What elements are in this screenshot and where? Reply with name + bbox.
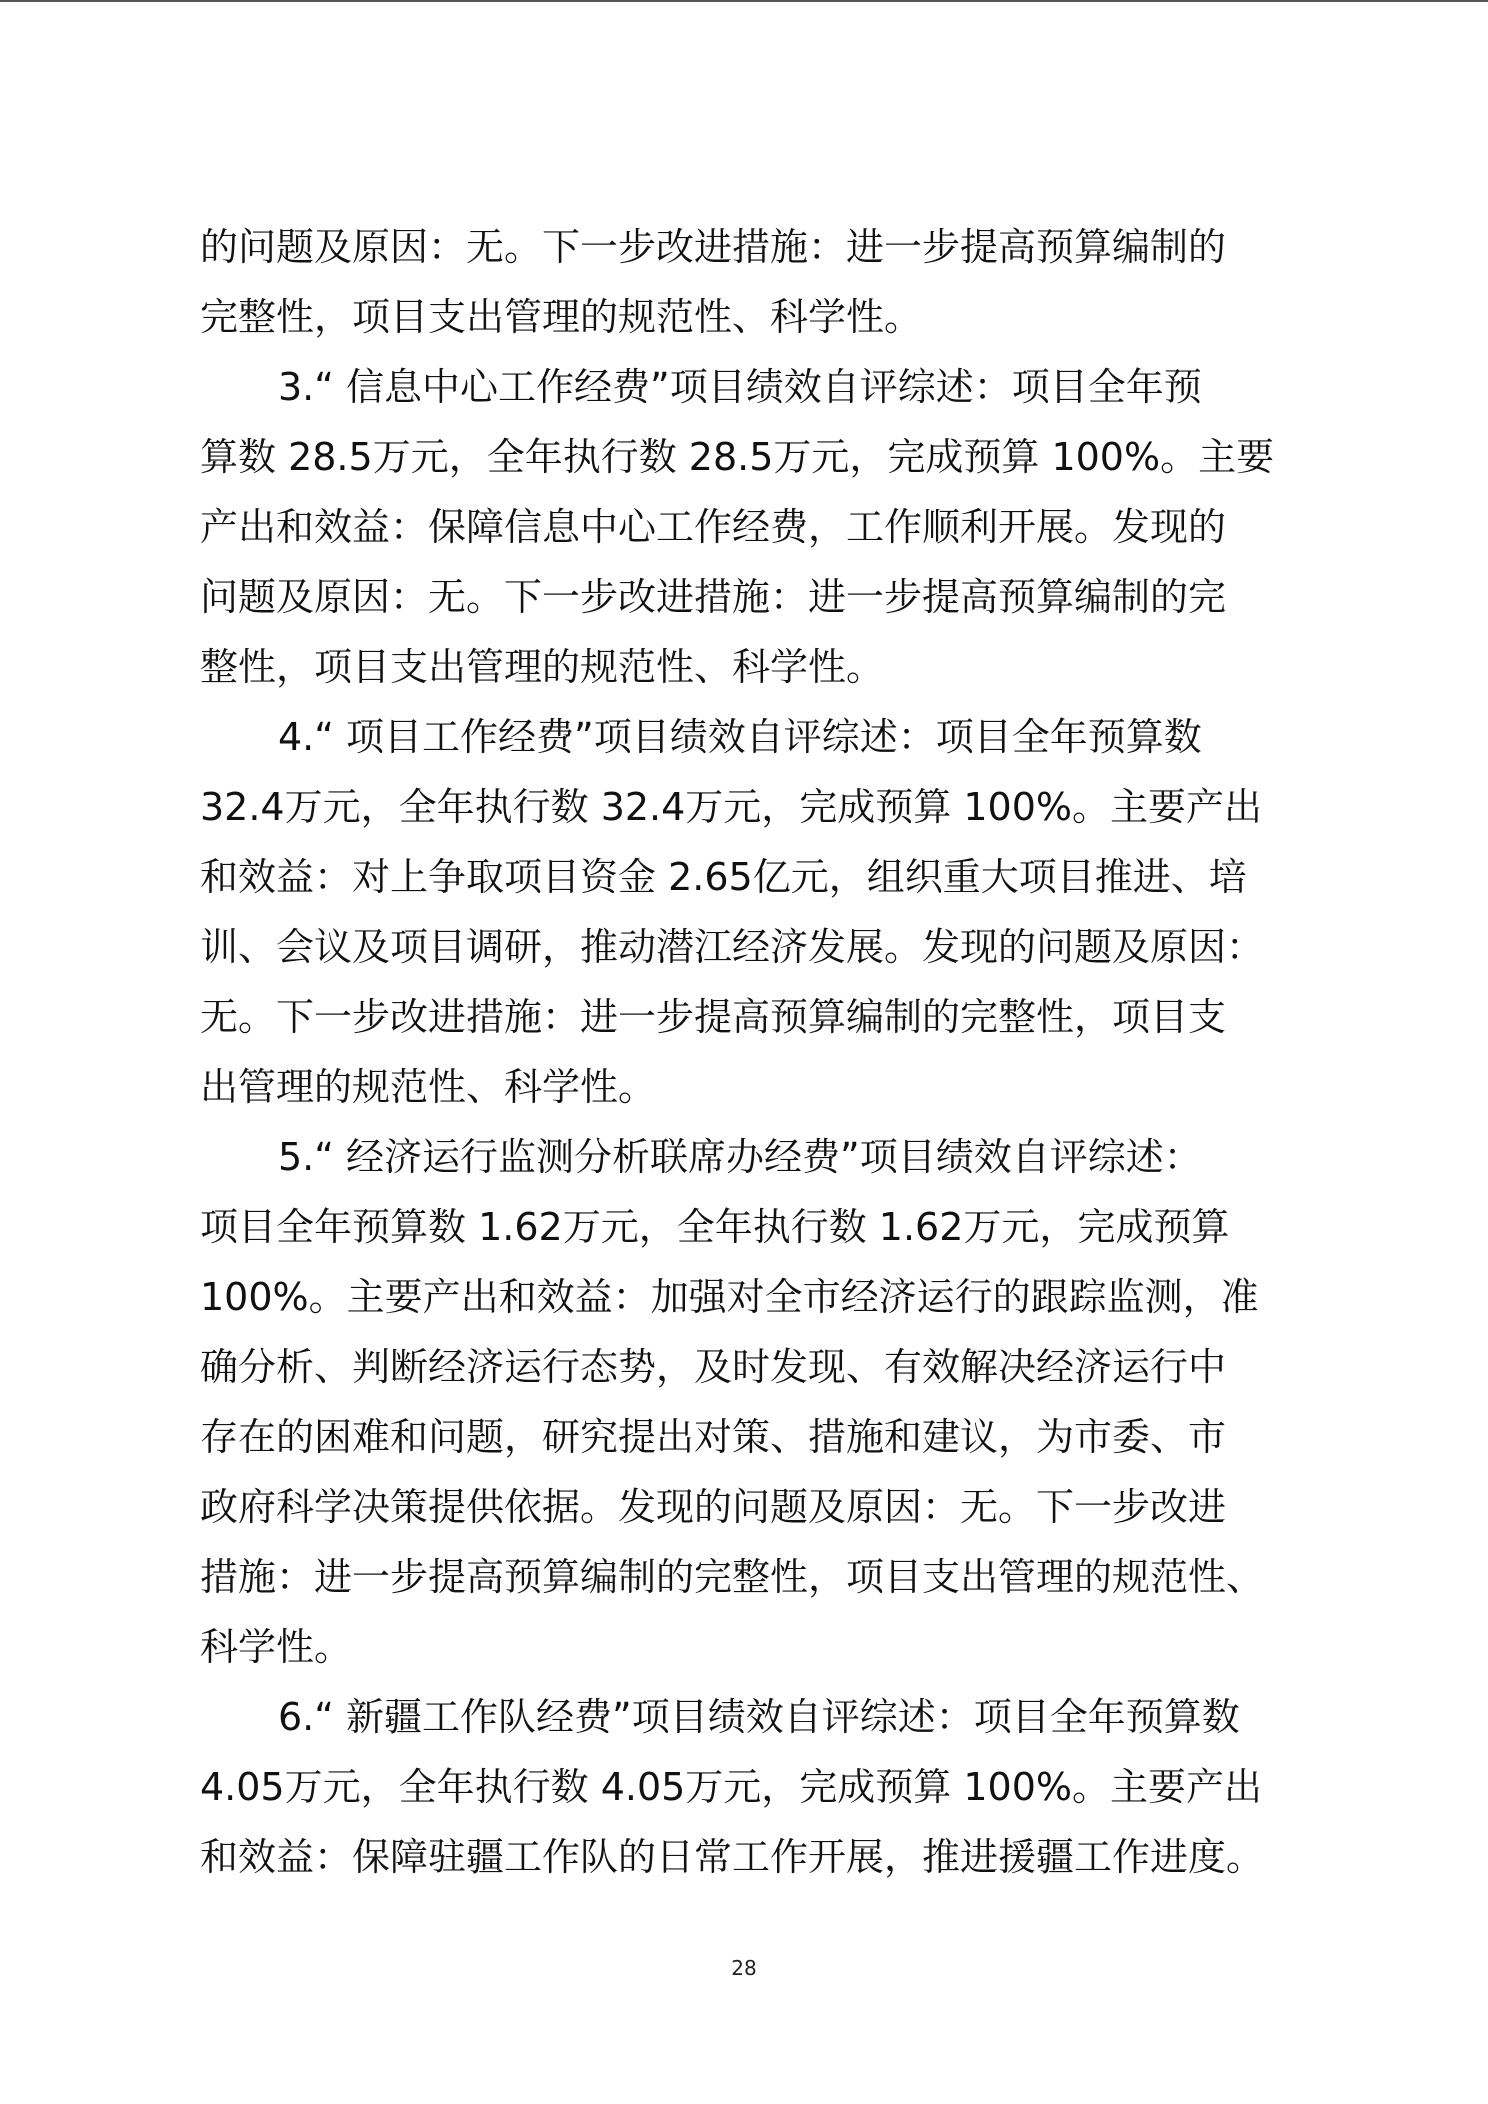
text-line: 和效益：保障驻疆工作队的日常工作开展，推进援疆工作进度。 <box>200 1835 1265 1879</box>
text-line: 项目全年预算数 1.62万元，全年执行数 1.62万元，完成预算 <box>200 1205 1230 1249</box>
paragraph-heading-line: 6.“ 新疆工作队经费”项目绩效自评综述：项目全年预算数 <box>278 1695 1240 1739</box>
text-line: 100%。主要产出和效益：加强对全市经济运行的跟踪监测，准 <box>200 1275 1259 1319</box>
paragraph-heading-line: 5.“ 经济运行监测分析联席办经费”项目绩效自评综述： <box>278 1135 1202 1179</box>
text-line: 4.05万元，全年执行数 4.05万元，完成预算 100%。主要产出 <box>200 1765 1263 1809</box>
text-line: 确分析、判断经济运行态势，及时发现、有效解决经济运行中 <box>200 1345 1227 1389</box>
text-line: 训、会议及项目调研，推动潜江经济发展。发现的问题及原因： <box>200 925 1265 969</box>
page-number: 28 <box>731 1956 757 1980</box>
text-line: 科学性。 <box>200 1625 353 1669</box>
text-line: 政府科学决策提供依据。发现的问题及原因：无。下一步改进 <box>200 1485 1227 1529</box>
text-line: 产出和效益：保障信息中心工作经费，工作顺利开展。发现的 <box>200 505 1227 549</box>
text-line: 完整性，项目支出管理的规范性、科学性。 <box>200 295 923 339</box>
text-line: 整性，项目支出管理的规范性、科学性。 <box>200 645 885 689</box>
text-line: 措施：进一步提高预算编制的完整性，项目支出管理的规范性、 <box>200 1555 1265 1599</box>
text-line: 的问题及原因：无。下一步改进措施：进一步提高预算编制的 <box>200 225 1227 269</box>
text-line: 问题及原因：无。下一步改进措施：进一步提高预算编制的完 <box>200 575 1227 619</box>
text-line: 32.4万元，全年执行数 32.4万元，完成预算 100%。主要产出 <box>200 785 1263 829</box>
text-line: 无。下一步改进措施：进一步提高预算编制的完整性，项目支 <box>200 995 1227 1039</box>
page-top-border <box>0 0 1488 2</box>
text-line: 和效益：对上争取项目资金 2.65亿元，组织重大项目推进、培 <box>200 855 1247 899</box>
text-line: 出管理的规范性、科学性。 <box>200 1065 657 1109</box>
paragraph-heading-line: 3.“ 信息中心工作经费”项目绩效自评综述：项目全年预 <box>278 365 1202 409</box>
paragraph-heading-line: 4.“ 项目工作经费”项目绩效自评综述：项目全年预算数 <box>278 715 1202 759</box>
text-line: 算数 28.5万元，全年执行数 28.5万元，完成预算 100%。主要 <box>200 435 1275 479</box>
text-line: 存在的困难和问题，研究提出对策、措施和建议，为市委、市 <box>200 1415 1227 1459</box>
